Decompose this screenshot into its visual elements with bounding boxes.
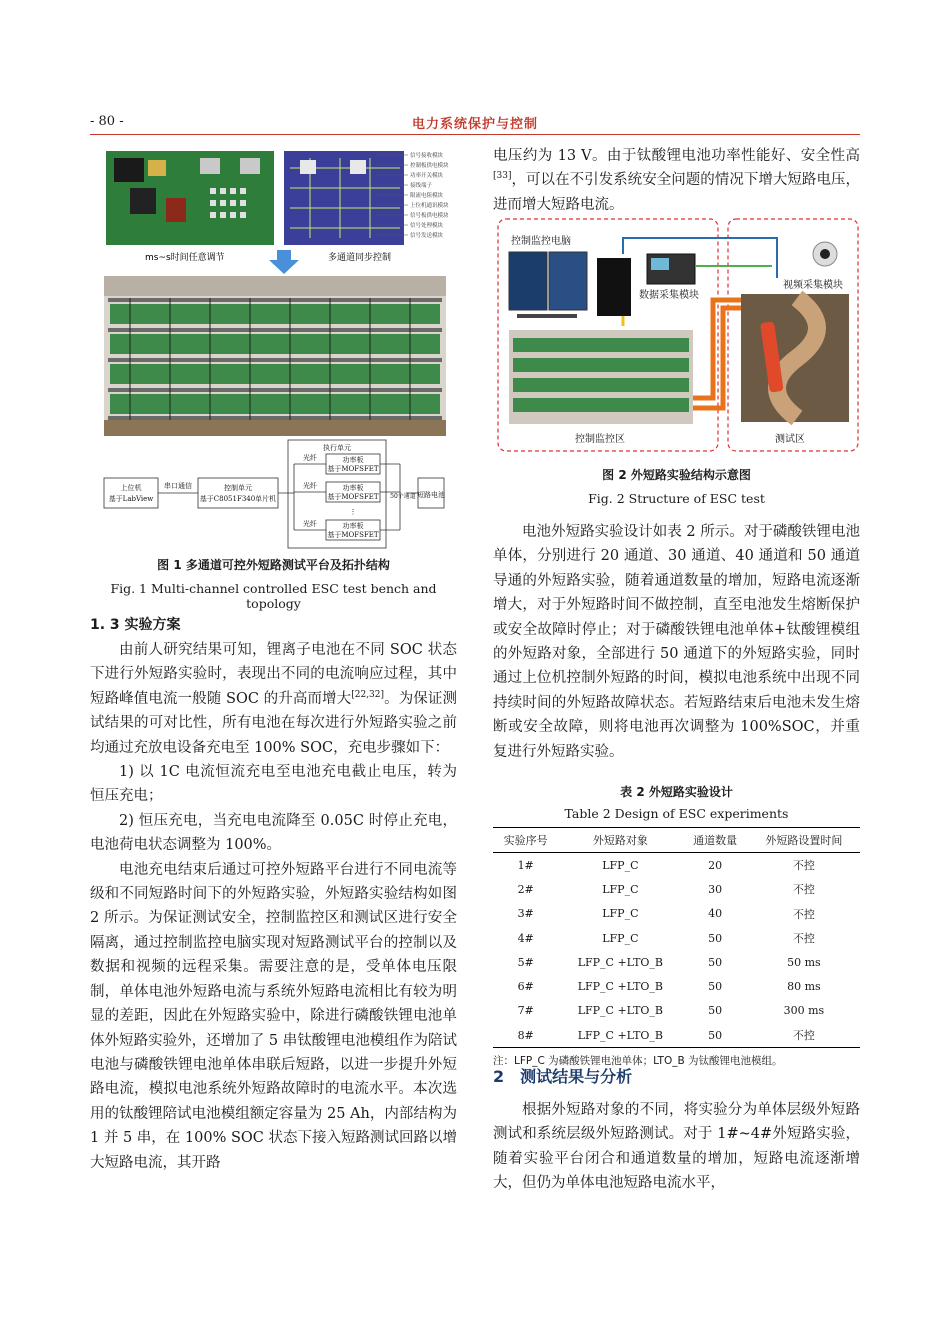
table-row [493, 902, 860, 926]
table-note: 注：LFP_C 为磷酸铁锂电池单体；LTO_B 为钛酸锂电池模组。 [493, 1055, 783, 1068]
figure-2 [497, 218, 859, 454]
table-cell: 7# [517, 1004, 534, 1018]
table-cell: 5# [517, 955, 534, 969]
diagram-ctrl: 控制单元 [224, 484, 252, 492]
table-cell: LFP_C +LTO_B [577, 980, 664, 994]
table-cell: 3# [517, 907, 534, 921]
table-cell: 不控 [748, 1023, 860, 1048]
table-2-block [493, 783, 860, 1068]
legend-label: 接线端子 [410, 183, 433, 189]
fig2-caption-cn: 图 2 外短路实验结构示意图 [602, 468, 751, 482]
diagram-dots: ⋮ [349, 508, 357, 516]
table-row [493, 974, 860, 998]
table-cell: 2# [517, 882, 534, 896]
table-row [493, 877, 860, 901]
paragraph-soc: 由前人研究结果可知，锂离子电池在不同 SOC 状态下进行外短路实验时，表现出不同的电流响应过程，其中短路峰值电流一般随 SOC 的升高而增大[22,32]。为保证测试结果的可对比性，所有电池在每次进行外短路实验之前均通过充放电设备充电至 100% SOC，充电步骤如下： [90, 642, 457, 756]
diagram-pc: 上位机 [120, 484, 142, 492]
table-cell: 50 [682, 1023, 747, 1048]
legend-label: 控制板供电模块 [410, 163, 449, 169]
figure-2-graphic [497, 218, 859, 454]
diagram-fiber-3: 光纤 [303, 520, 317, 528]
table-header-cell: 通道数量 [682, 828, 747, 853]
fig1-caption-en: Fig. 1 Multi-channel controlled ESC test bench and topology [110, 581, 437, 611]
diagram-mosfet-2: 基于MOFSFET [327, 493, 379, 501]
paragraph-test-procedure: 电池充电结束后通过可控外短路平台进行不同电流等级和不同短路时间下的外短路实验，外短路实验结构如图 2 所示。为保证测试安全，控制监控区和测试区进行安全隔离，通过控制监控电脑实现对短路测试平台的控制以及数据和视频的远程采集。需要注意的是，受单体电压限制，单体电池外短路电流与系统外短路电流相比有较为明显的差距，因此在外短路实验中，除进行磷酸铁锂电池单体外短路实验外，还增加了 5 串钛酸锂电池模组作为陪试电池与磷酸铁锂电池单体串联后短路，以进一步提升外短路电流，模拟电池系统外短路故障时的电流水平。本次选用的钛酸锂陪试电池模组额定容量为 25 Ah，内部结构为 1 并 5 串，在 100% SOC 状态下接入短路测试回路以增大短路电流，其开路 [90, 861, 457, 1171]
section-2-heading: 2 测试结果与分析 [493, 1067, 633, 1086]
table-cell: 1# [517, 858, 534, 872]
legend-label: 信号处理模块 [410, 223, 444, 229]
fig2-label-video: 视频采集模块 [783, 280, 843, 291]
table-cell: 30 [708, 882, 723, 896]
table-cell: LFP_C +LTO_B [577, 955, 664, 969]
table-row [493, 926, 860, 950]
table-cell: 40 [708, 907, 723, 921]
table-cell: LFP_C [602, 931, 639, 945]
table-cell: LFP_C +LTO_B [558, 1023, 682, 1048]
table-cell: LFP_C [602, 882, 639, 896]
fig2-label-pc: 控制监控电脑 [511, 236, 571, 247]
page-number: - 80 - [90, 114, 124, 129]
left-column [90, 614, 457, 1175]
diagram-mosfet-3: 基于MOFSFET [327, 531, 379, 539]
figure-1-graphic [100, 148, 450, 556]
table-header-cell: 实验序号 [493, 828, 558, 853]
legend-label: 限流电阻模块 [410, 193, 444, 199]
legend-label: 功率开关模块 [410, 173, 444, 179]
legend-label: 信号板供电模块 [410, 213, 449, 219]
label-time-adjust: ms~s时间任意调节 [145, 253, 225, 263]
diagram-ctrl-sub: 基于C8051F340单片机 [199, 495, 277, 503]
fig2-label-ctrl-area: 控制监控区 [575, 434, 625, 445]
down-arrow-icon [269, 250, 299, 274]
table-row [493, 853, 860, 878]
diagram-fiber-1: 光纤 [303, 454, 317, 462]
table-cell: 不控 [792, 932, 815, 946]
table-cell: 不控 [792, 907, 815, 921]
table-cell: 4# [517, 931, 534, 945]
table-row [493, 1023, 860, 1048]
table-header-row [493, 828, 860, 853]
legend-label: 信号发送模块 [410, 233, 444, 239]
table-2-title-cn: 表 2 外短路实验设计 [620, 785, 733, 799]
figure-1 [100, 148, 450, 556]
table-cell: LFP_C [602, 858, 639, 872]
right-column-bottom [493, 1098, 860, 1196]
table-cell: 8# [493, 1023, 558, 1048]
table-cell: 50 [708, 980, 723, 994]
paragraph-table-intro: 电池外短路实验设计如表 2 所示。对于磷酸铁锂电池单体，分别进行 20 通道、30 通道、40 通道和 50 通道导通的外短路实验，随着通道数量的增加，短路电流逐渐增大，对于外短路时间不做控制，直至电池发生熔断保护或安全故障时停止；对于磷酸铁锂电池单体+钛酸锂模组的外短路对象，全部进行 50 通道下的外短路实验，同时通过上位机控制外短路的时间，模拟电池系统中出现不同持续时间的外短路故障状态。若短路结束后电池未发生熔断或安全故障，则将电池再次调整为 100%SOC，并重复进行外短路实验。 [493, 524, 860, 760]
right-column-middle [493, 520, 860, 764]
table-row [493, 950, 860, 974]
table-cell: 不控 [792, 883, 815, 897]
table-cell: LFP_C [602, 907, 639, 921]
fig2-caption-en: Fig. 2 Structure of ESC test [588, 491, 765, 506]
fig2-label-daq: 数据采集模块 [639, 290, 699, 301]
table-2 [493, 827, 860, 1048]
diagram-fiber-2: 光纤 [303, 482, 317, 490]
label-sync-control: 多通道同步控制 [328, 253, 392, 263]
table-row [493, 999, 860, 1023]
diagram-power-board-2: 功率板 [342, 484, 364, 492]
legend-label: 信号接收模块 [410, 153, 444, 159]
charge-step-2: 2) 恒压充电，当充电电流降至 0.05C 时停止充电，电池荷电状态调整为 100%。 [90, 812, 457, 854]
diagram-power-board-1: 功率板 [342, 456, 364, 464]
table-cell: LFP_C +LTO_B [577, 1004, 664, 1018]
table-cell: 80 ms [787, 980, 821, 994]
table-cell: 50 [708, 931, 723, 945]
right-column-top [493, 144, 860, 217]
legend-label: 上位机通讯模块 [410, 203, 449, 209]
table-2-title-en: Table 2 Design of ESC experiments [564, 806, 789, 821]
table-cell: 6# [517, 980, 534, 994]
diagram-exec: 执行单元 [323, 444, 351, 452]
diagram-channels: 50个通道 [390, 493, 416, 500]
pc-tower [597, 258, 631, 316]
diagram-mosfet-1: 基于MOFSFET [327, 465, 379, 473]
journal-title: 电力系统保护与控制 [411, 117, 538, 132]
section-1-3-heading: 1. 3 实验方案 [90, 617, 181, 633]
diagram-pc-sub: 基于LabView [108, 495, 154, 503]
monitor-2 [549, 252, 587, 310]
charge-step-1: 1) 以 1C 电流恒流充电至电池充电截止电压，转为恒压充电； [90, 764, 457, 805]
table-header-cell: 外短路对象 [558, 828, 682, 853]
fig1-caption-cn: 图 1 多通道可控外短路测试平台及拓扑结构 [157, 558, 390, 572]
table-cell: 20 [708, 858, 723, 872]
paragraph-results: 根据外短路对象的不同，将实验分为单体层级外短路测试和系统层级外短路测试。对于 1#~4#外短路实验，随着实验平台闭合和通道数量的增加，短路电流逐渐增大，但仍为单体电池短路电流水平， [493, 1102, 860, 1192]
fig1-caption [90, 556, 457, 611]
fig2-label-test-area: 测试区 [775, 434, 805, 445]
diagram-serial: 串口通信 [164, 482, 192, 490]
table-cell: 50 [708, 955, 723, 969]
table-cell: 不控 [792, 859, 815, 873]
paragraph-lto-voltage: 电压约为 13 V。由于钛酸锂电池功率性能好、安全性高[33]，可以在不引发系统安全问题的情况下增大短路电压，进而增大短路电流。 [493, 148, 860, 213]
table-cell: 300 ms [783, 1004, 825, 1018]
table-cell: 50 [708, 1004, 723, 1018]
monitor-1 [509, 252, 547, 310]
table-header-cell: 外短路设置时间 [748, 828, 860, 853]
page-header [90, 114, 860, 135]
diagram-power-board-3: 功率板 [342, 522, 364, 530]
diagram-short: 短路电池 [417, 491, 445, 499]
table-cell: 50 ms [787, 955, 821, 969]
fig2-caption [493, 466, 860, 506]
